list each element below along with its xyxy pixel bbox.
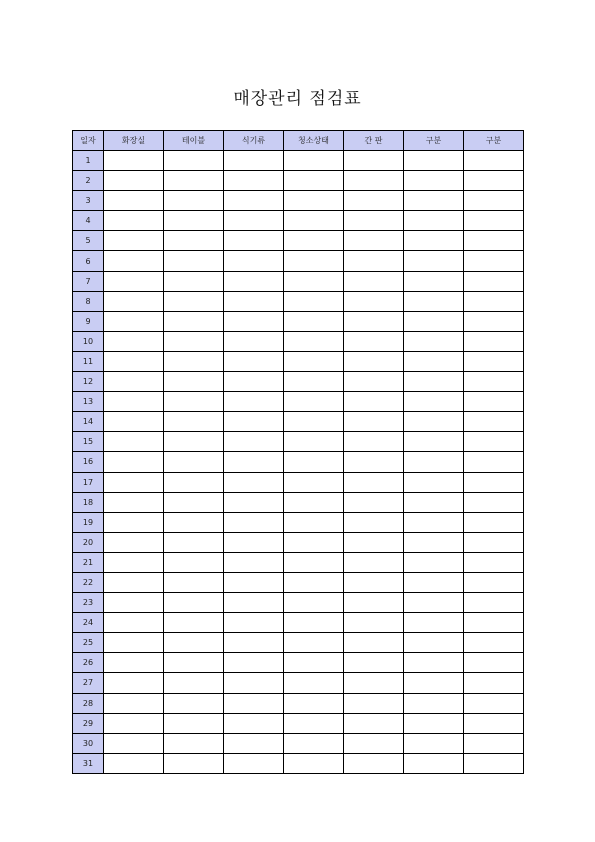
check-cell-category-2[interactable] (464, 552, 524, 572)
check-cell-table[interactable] (164, 251, 224, 271)
check-cell-table[interactable] (164, 633, 224, 653)
check-cell-category-1[interactable] (404, 733, 464, 753)
table-row (73, 372, 524, 392)
check-cell-table[interactable] (164, 412, 224, 432)
check-cell-tableware[interactable] (224, 251, 284, 271)
table-row (73, 572, 524, 592)
check-cell-category-1[interactable] (404, 231, 464, 251)
check-cell-cleanliness[interactable] (284, 231, 344, 251)
day-cell: 20 (73, 532, 104, 552)
check-cell-restroom[interactable] (104, 613, 164, 633)
check-cell-restroom[interactable] (104, 351, 164, 371)
table-row (73, 191, 524, 211)
check-cell-table[interactable] (164, 151, 224, 171)
table-row (73, 653, 524, 673)
check-cell-restroom[interactable] (104, 552, 164, 572)
check-cell-signboard[interactable] (344, 271, 404, 291)
check-cell-tableware[interactable] (224, 331, 284, 351)
check-cell-tableware[interactable] (224, 673, 284, 693)
check-cell-signboard[interactable] (344, 412, 404, 432)
check-cell-tableware[interactable] (224, 552, 284, 572)
check-cell-restroom[interactable] (104, 532, 164, 552)
check-cell-cleanliness[interactable] (284, 472, 344, 492)
header-table: 테이블 (164, 131, 224, 151)
header-tableware: 식기류 (224, 131, 284, 151)
check-cell-tableware[interactable] (224, 311, 284, 331)
table-row (73, 512, 524, 532)
check-cell-table[interactable] (164, 271, 224, 291)
table-row (73, 753, 524, 773)
check-cell-category-1[interactable] (404, 331, 464, 351)
check-cell-restroom[interactable] (104, 693, 164, 713)
day-cell: 17 (73, 472, 104, 492)
check-cell-table[interactable] (164, 291, 224, 311)
check-cell-category-1[interactable] (404, 151, 464, 171)
check-cell-table[interactable] (164, 532, 224, 552)
check-cell-category-1[interactable] (404, 271, 464, 291)
table-row (73, 331, 524, 351)
check-cell-table[interactable] (164, 211, 224, 231)
check-cell-tableware[interactable] (224, 392, 284, 412)
check-cell-signboard[interactable] (344, 593, 404, 613)
check-cell-restroom[interactable] (104, 251, 164, 271)
check-cell-category-2[interactable] (464, 211, 524, 231)
day-cell: 30 (73, 733, 104, 753)
check-cell-category-1[interactable] (404, 512, 464, 532)
check-cell-category-1[interactable] (404, 633, 464, 653)
check-cell-category-2[interactable] (464, 472, 524, 492)
day-cell: 19 (73, 512, 104, 532)
day-cell: 22 (73, 572, 104, 592)
inspection-table (72, 130, 524, 774)
check-cell-cleanliness[interactable] (284, 151, 344, 171)
check-cell-signboard[interactable] (344, 512, 404, 532)
check-cell-cleanliness[interactable] (284, 211, 344, 231)
check-cell-restroom[interactable] (104, 372, 164, 392)
check-cell-signboard[interactable] (344, 552, 404, 572)
check-cell-category-2[interactable] (464, 613, 524, 633)
check-cell-category-1[interactable] (404, 392, 464, 412)
table-row (73, 231, 524, 251)
check-cell-restroom[interactable] (104, 593, 164, 613)
check-cell-category-2[interactable] (464, 572, 524, 592)
header-category-1: 구분 (404, 131, 464, 151)
table-row (73, 613, 524, 633)
check-cell-restroom[interactable] (104, 653, 164, 673)
check-cell-cleanliness[interactable] (284, 271, 344, 291)
check-cell-table[interactable] (164, 452, 224, 472)
check-cell-category-1[interactable] (404, 211, 464, 231)
check-cell-restroom[interactable] (104, 291, 164, 311)
check-cell-restroom[interactable] (104, 432, 164, 452)
header-restroom: 화장실 (104, 131, 164, 151)
check-cell-table[interactable] (164, 492, 224, 512)
check-cell-category-1[interactable] (404, 693, 464, 713)
check-cell-category-2[interactable] (464, 311, 524, 331)
check-cell-cleanliness[interactable] (284, 392, 344, 412)
table-row (73, 713, 524, 733)
check-cell-signboard[interactable] (344, 633, 404, 653)
check-cell-cleanliness[interactable] (284, 191, 344, 211)
check-cell-table[interactable] (164, 572, 224, 592)
check-cell-cleanliness[interactable] (284, 572, 344, 592)
check-cell-cleanliness[interactable] (284, 653, 344, 673)
day-cell: 25 (73, 633, 104, 653)
check-cell-restroom[interactable] (104, 753, 164, 773)
check-cell-restroom[interactable] (104, 231, 164, 251)
check-cell-restroom[interactable] (104, 392, 164, 412)
check-cell-category-2[interactable] (464, 653, 524, 673)
check-cell-cleanliness[interactable] (284, 171, 344, 191)
day-cell: 1 (73, 151, 104, 171)
check-cell-category-1[interactable] (404, 372, 464, 392)
check-cell-tableware[interactable] (224, 151, 284, 171)
header-row (73, 131, 524, 151)
check-cell-signboard[interactable] (344, 673, 404, 693)
check-cell-signboard[interactable] (344, 251, 404, 271)
check-cell-tableware[interactable] (224, 351, 284, 371)
check-cell-signboard[interactable] (344, 231, 404, 251)
check-cell-category-2[interactable] (464, 392, 524, 412)
table-row (73, 452, 524, 472)
check-cell-tableware[interactable] (224, 412, 284, 432)
check-cell-restroom[interactable] (104, 211, 164, 231)
check-cell-tableware[interactable] (224, 472, 284, 492)
check-cell-tableware[interactable] (224, 532, 284, 552)
check-cell-category-2[interactable] (464, 753, 524, 773)
check-cell-cleanliness[interactable] (284, 412, 344, 432)
check-cell-signboard[interactable] (344, 191, 404, 211)
day-cell: 6 (73, 251, 104, 271)
check-cell-category-1[interactable] (404, 572, 464, 592)
check-cell-signboard[interactable] (344, 291, 404, 311)
day-cell: 11 (73, 351, 104, 371)
page-title: 매장관리 점검표 (233, 89, 362, 109)
day-cell: 28 (73, 693, 104, 713)
table-row (73, 171, 524, 191)
check-cell-table[interactable] (164, 512, 224, 532)
check-cell-table[interactable] (164, 713, 224, 733)
day-cell: 12 (73, 372, 104, 392)
check-cell-tableware[interactable] (224, 572, 284, 592)
check-cell-restroom[interactable] (104, 492, 164, 512)
check-cell-table[interactable] (164, 613, 224, 633)
check-cell-tableware[interactable] (224, 432, 284, 452)
check-cell-signboard[interactable] (344, 653, 404, 673)
check-cell-tableware[interactable] (224, 733, 284, 753)
check-cell-category-2[interactable] (464, 271, 524, 291)
check-cell-table[interactable] (164, 472, 224, 492)
table-row (73, 392, 524, 412)
check-cell-restroom[interactable] (104, 311, 164, 331)
check-cell-category-2[interactable] (464, 351, 524, 371)
day-cell: 13 (73, 392, 104, 412)
check-cell-category-2[interactable] (464, 331, 524, 351)
check-cell-tableware[interactable] (224, 291, 284, 311)
check-cell-category-1[interactable] (404, 653, 464, 673)
day-cell: 4 (73, 211, 104, 231)
check-cell-category-1[interactable] (404, 552, 464, 572)
table-row (73, 693, 524, 713)
check-cell-table[interactable] (164, 171, 224, 191)
table-row (73, 211, 524, 231)
day-cell: 18 (73, 492, 104, 512)
check-cell-tableware[interactable] (224, 231, 284, 251)
check-cell-category-2[interactable] (464, 231, 524, 251)
check-cell-category-2[interactable] (464, 593, 524, 613)
check-cell-category-1[interactable] (404, 613, 464, 633)
table-row (73, 492, 524, 512)
header-signboard: 간 판 (344, 131, 404, 151)
day-cell: 15 (73, 432, 104, 452)
table-row (73, 351, 524, 371)
check-cell-tableware[interactable] (224, 492, 284, 512)
check-cell-signboard[interactable] (344, 613, 404, 633)
check-cell-signboard[interactable] (344, 693, 404, 713)
check-cell-tableware[interactable] (224, 753, 284, 773)
day-cell: 2 (73, 171, 104, 191)
check-cell-table[interactable] (164, 372, 224, 392)
check-cell-cleanliness[interactable] (284, 251, 344, 271)
check-cell-cleanliness[interactable] (284, 673, 344, 693)
check-cell-category-2[interactable] (464, 452, 524, 472)
check-cell-table[interactable] (164, 593, 224, 613)
day-cell: 9 (73, 311, 104, 331)
check-cell-restroom[interactable] (104, 331, 164, 351)
check-cell-restroom[interactable] (104, 191, 164, 211)
check-cell-category-2[interactable] (464, 633, 524, 653)
check-cell-signboard[interactable] (344, 211, 404, 231)
check-cell-tableware[interactable] (224, 171, 284, 191)
check-cell-table[interactable] (164, 673, 224, 693)
check-cell-cleanliness[interactable] (284, 311, 344, 331)
check-cell-cleanliness[interactable] (284, 713, 344, 733)
check-cell-category-2[interactable] (464, 432, 524, 452)
table-row (73, 432, 524, 452)
check-cell-cleanliness[interactable] (284, 613, 344, 633)
check-cell-cleanliness[interactable] (284, 593, 344, 613)
check-cell-category-1[interactable] (404, 191, 464, 211)
day-cell: 5 (73, 231, 104, 251)
check-cell-restroom[interactable] (104, 412, 164, 432)
day-cell: 23 (73, 593, 104, 613)
day-cell: 7 (73, 271, 104, 291)
check-cell-category-2[interactable] (464, 673, 524, 693)
check-cell-cleanliness[interactable] (284, 291, 344, 311)
check-cell-tableware[interactable] (224, 633, 284, 653)
check-cell-restroom[interactable] (104, 733, 164, 753)
check-cell-cleanliness[interactable] (284, 351, 344, 371)
check-cell-category-1[interactable] (404, 412, 464, 432)
check-cell-category-2[interactable] (464, 191, 524, 211)
check-cell-category-1[interactable] (404, 532, 464, 552)
check-cell-cleanliness[interactable] (284, 372, 344, 392)
check-cell-signboard[interactable] (344, 572, 404, 592)
check-cell-tableware[interactable] (224, 372, 284, 392)
table-row (73, 532, 524, 552)
check-cell-category-1[interactable] (404, 311, 464, 331)
day-cell: 16 (73, 452, 104, 472)
table-row (73, 291, 524, 311)
check-cell-tableware[interactable] (224, 653, 284, 673)
check-cell-category-2[interactable] (464, 512, 524, 532)
check-cell-table[interactable] (164, 392, 224, 412)
check-cell-category-1[interactable] (404, 251, 464, 271)
check-cell-table[interactable] (164, 653, 224, 673)
day-cell: 27 (73, 673, 104, 693)
day-cell: 24 (73, 613, 104, 633)
day-cell: 26 (73, 653, 104, 673)
day-cell: 14 (73, 412, 104, 432)
check-cell-signboard[interactable] (344, 452, 404, 472)
check-cell-cleanliness[interactable] (284, 693, 344, 713)
check-cell-restroom[interactable] (104, 673, 164, 693)
check-cell-category-2[interactable] (464, 492, 524, 512)
check-cell-tableware[interactable] (224, 593, 284, 613)
check-cell-category-1[interactable] (404, 673, 464, 693)
check-cell-signboard[interactable] (344, 472, 404, 492)
check-cell-restroom[interactable] (104, 151, 164, 171)
day-cell: 10 (73, 331, 104, 351)
check-cell-tableware[interactable] (224, 271, 284, 291)
check-cell-category-2[interactable] (464, 693, 524, 713)
check-cell-table[interactable] (164, 733, 224, 753)
check-cell-signboard[interactable] (344, 392, 404, 412)
check-cell-category-2[interactable] (464, 412, 524, 432)
check-cell-cleanliness[interactable] (284, 552, 344, 572)
check-cell-cleanliness[interactable] (284, 753, 344, 773)
check-cell-tableware[interactable] (224, 512, 284, 532)
table-row (73, 733, 524, 753)
check-cell-restroom[interactable] (104, 171, 164, 191)
check-cell-table[interactable] (164, 552, 224, 572)
check-cell-cleanliness[interactable] (284, 452, 344, 472)
check-cell-table[interactable] (164, 191, 224, 211)
check-cell-signboard[interactable] (344, 171, 404, 191)
check-cell-category-2[interactable] (464, 171, 524, 191)
check-cell-tableware[interactable] (224, 211, 284, 231)
check-cell-category-2[interactable] (464, 713, 524, 733)
check-cell-cleanliness[interactable] (284, 512, 344, 532)
table-row (73, 472, 524, 492)
day-cell: 21 (73, 552, 104, 572)
check-cell-cleanliness[interactable] (284, 532, 344, 552)
check-cell-tableware[interactable] (224, 693, 284, 713)
header-cleanliness: 청소상태 (284, 131, 344, 151)
check-cell-cleanliness[interactable] (284, 633, 344, 653)
check-cell-restroom[interactable] (104, 452, 164, 472)
check-cell-table[interactable] (164, 311, 224, 331)
check-cell-category-2[interactable] (464, 251, 524, 271)
day-cell: 3 (73, 191, 104, 211)
table-row (73, 593, 524, 613)
check-cell-restroom[interactable] (104, 472, 164, 492)
check-cell-signboard[interactable] (344, 311, 404, 331)
table-row (73, 673, 524, 693)
check-cell-category-1[interactable] (404, 492, 464, 512)
table-row (73, 271, 524, 291)
check-cell-tableware[interactable] (224, 191, 284, 211)
check-cell-signboard[interactable] (344, 492, 404, 512)
check-cell-restroom[interactable] (104, 512, 164, 532)
check-cell-tableware[interactable] (224, 613, 284, 633)
table-row (73, 633, 524, 653)
table-row (73, 151, 524, 171)
check-cell-signboard[interactable] (344, 753, 404, 773)
check-cell-category-2[interactable] (464, 372, 524, 392)
check-cell-table[interactable] (164, 331, 224, 351)
check-cell-signboard[interactable] (344, 372, 404, 392)
check-cell-cleanliness[interactable] (284, 331, 344, 351)
table-row (73, 251, 524, 271)
check-cell-category-1[interactable] (404, 432, 464, 452)
day-cell: 8 (73, 291, 104, 311)
check-cell-signboard[interactable] (344, 331, 404, 351)
check-cell-category-1[interactable] (404, 593, 464, 613)
check-cell-cleanliness[interactable] (284, 733, 344, 753)
check-cell-category-1[interactable] (404, 452, 464, 472)
header-date: 일자 (73, 131, 104, 151)
check-cell-category-1[interactable] (404, 291, 464, 311)
check-cell-category-2[interactable] (464, 151, 524, 171)
check-cell-signboard[interactable] (344, 151, 404, 171)
check-cell-signboard[interactable] (344, 733, 404, 753)
table-row (73, 412, 524, 432)
check-cell-restroom[interactable] (104, 572, 164, 592)
table-row (73, 552, 524, 572)
check-cell-cleanliness[interactable] (284, 492, 344, 512)
check-cell-restroom[interactable] (104, 713, 164, 733)
check-cell-table[interactable] (164, 753, 224, 773)
check-cell-restroom[interactable] (104, 271, 164, 291)
check-cell-tableware[interactable] (224, 713, 284, 733)
check-cell-signboard[interactable] (344, 432, 404, 452)
check-cell-category-1[interactable] (404, 713, 464, 733)
table-row (73, 311, 524, 331)
check-cell-category-2[interactable] (464, 532, 524, 552)
check-cell-category-1[interactable] (404, 753, 464, 773)
check-cell-table[interactable] (164, 231, 224, 251)
check-cell-category-1[interactable] (404, 351, 464, 371)
header-category-2: 구분 (464, 131, 524, 151)
check-cell-tableware[interactable] (224, 452, 284, 472)
day-cell: 31 (73, 753, 104, 773)
check-cell-category-2[interactable] (464, 733, 524, 753)
check-cell-restroom[interactable] (104, 633, 164, 653)
check-cell-table[interactable] (164, 432, 224, 452)
check-cell-table[interactable] (164, 693, 224, 713)
check-cell-category-2[interactable] (464, 291, 524, 311)
day-cell: 29 (73, 713, 104, 733)
check-cell-signboard[interactable] (344, 532, 404, 552)
check-cell-table[interactable] (164, 351, 224, 371)
check-cell-category-1[interactable] (404, 472, 464, 492)
check-cell-cleanliness[interactable] (284, 432, 344, 452)
check-cell-category-1[interactable] (404, 171, 464, 191)
check-cell-signboard[interactable] (344, 713, 404, 733)
check-cell-signboard[interactable] (344, 351, 404, 371)
